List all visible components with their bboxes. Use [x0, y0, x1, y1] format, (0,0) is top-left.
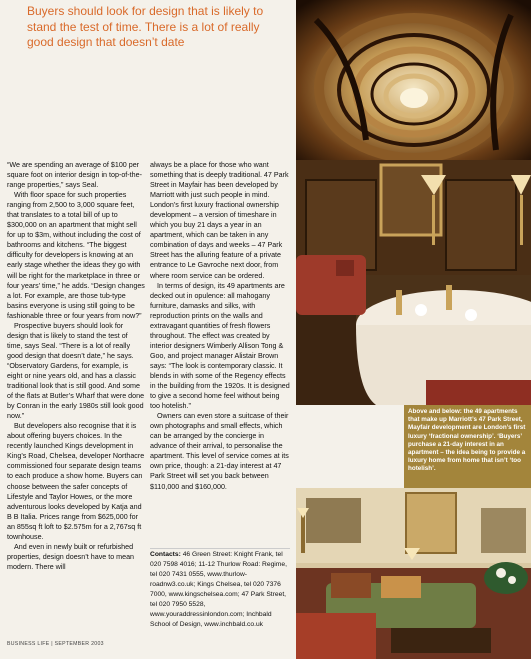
photo-caption: Above and below: the 49 apartments that make up Marriott’s 47 Park Street, Mayfair development are London’s first luxury ‘fractional ownership’. ‘Buyers’ purchase a 21-day interest in an apartment – the idea being to provide a luxury home from home that isn’t ‘too hotelish’.: [408, 408, 526, 473]
paragraph: In terms of design, its 49 apartments are decked out in opulence: all mahogany furniture, damasks and silks, with reproduction prints on the walls and extravagant quantities of fresh flowers throughout. The effect was created by interior designers Wimberly Allison Tong & Goo, and project manager Alistair Brown says: “The look is contemporary classic. It blends in with some of the Regency effects in the building from the 1920s. It is designed to give a second home feel without being too hotelish.”: [150, 281, 290, 411]
tea-room-illustration: [296, 160, 531, 405]
contacts-label: Contacts:: [150, 551, 181, 558]
paragraph: With floor space for such properties ranging from 2,500 to 3,000 square feet, that translates to a total bill of up to $300,000 on an apartment that might sell for up to $3m, without including the cost of bathrooms and kitchens. “The biggest difficulty for developers is knowing at an early stage whether the ideas they go with will be right for the marketplace in three or four years’ time,” he adds. “Design changes a lot. For example, are those tub-type basins everyone is using still going to be fashionable three or four years from now?”: [7, 191, 145, 320]
page-footer: BUSINESS LIFE | SEPTEMBER 2003: [7, 641, 104, 647]
article-column-1: [7, 160, 145, 572]
paragraph: Owners can even store a suitcase of their own photographs and small effects, which can be arranged by the concierge in advance of their arrival, to personalise the apartment. This level of service comes at its own price, though: a 21-day interest at 47 Park Street will set you back between $110,000 and $160,000.: [150, 412, 289, 491]
staircase-photo: [296, 0, 531, 160]
staircase-illustration: [296, 0, 531, 160]
paragraph: Prospective buyers should look for design that is likely to stand the test of time, says Seal. “There is a lot of really good design that doesn’t date,” he says. “Observatory Gardens, for example, is eight or nine years old, and has a classic traditional look that is still good. And some of the flats at Butler’s Wharf that were done by Conran in the early 1980s still look good now.”: [7, 321, 145, 421]
paragraph: And even in newly built or refurbished properties, design doesn’t have to mean modern. There will: [7, 542, 135, 571]
tea-room-photo: [296, 160, 531, 405]
lounge-photo: [296, 488, 531, 659]
lounge-illustration: [296, 488, 531, 659]
paragraph: always be a place for those who want something that is deeply traditional. 47 Park Street in Mayfair has been developed by Marriott with just such people in mind. London’s first luxury fractional ownership development – a version of timeshare in which you buy 21 days a year in an apartment, which can be taken in any combination of days and weeks – 47 Park Street has the alluring feature of a private entrance to Le Gavroche next door, from where room service can be ordered.: [150, 161, 289, 280]
photo-caption-box: [404, 405, 531, 488]
contacts-box: [150, 548, 290, 630]
contacts-text: 46 Green Street: Knight Frank, tel 020 7598 4016; 11-12 Thurlow Road: Regime, tel 020 7431 0555, www.thurlow-roadnw3.co.uk; Kings Chelsea, tel 020 7376 7000, www.kingschelsea.com; 47 Park Street, tel 020 7950 5528, www.youraddressinlondon.com; Inchbald School of Design, www.inchbald.co.uk: [150, 551, 287, 628]
paragraph: “We are spending an average of $100 per square foot on interior design in top-of-the-range properties,” says Seal.: [7, 161, 142, 190]
pull-quote: Buyers should look for design that is likely to stand the test of time. There is a lot of really good design that doesn’t date: [27, 4, 264, 49]
paragraph: But developers also recognise that it is about offering buyers choices. In the recently launched Kings development in King’s Road, Chelsea, developer Northacre commissioned four separate design teams to each produce a show home. Buyers can choose between the safer concepts of Lifestyle and Taylor Howes, or the more adventurous looks developed by Katja and B B Italia. Prices range from $625,000 for an 855sq ft loft to $2.575m for a 2,767sq ft townhouse.: [7, 422, 145, 541]
article-column-2: [150, 160, 290, 492]
